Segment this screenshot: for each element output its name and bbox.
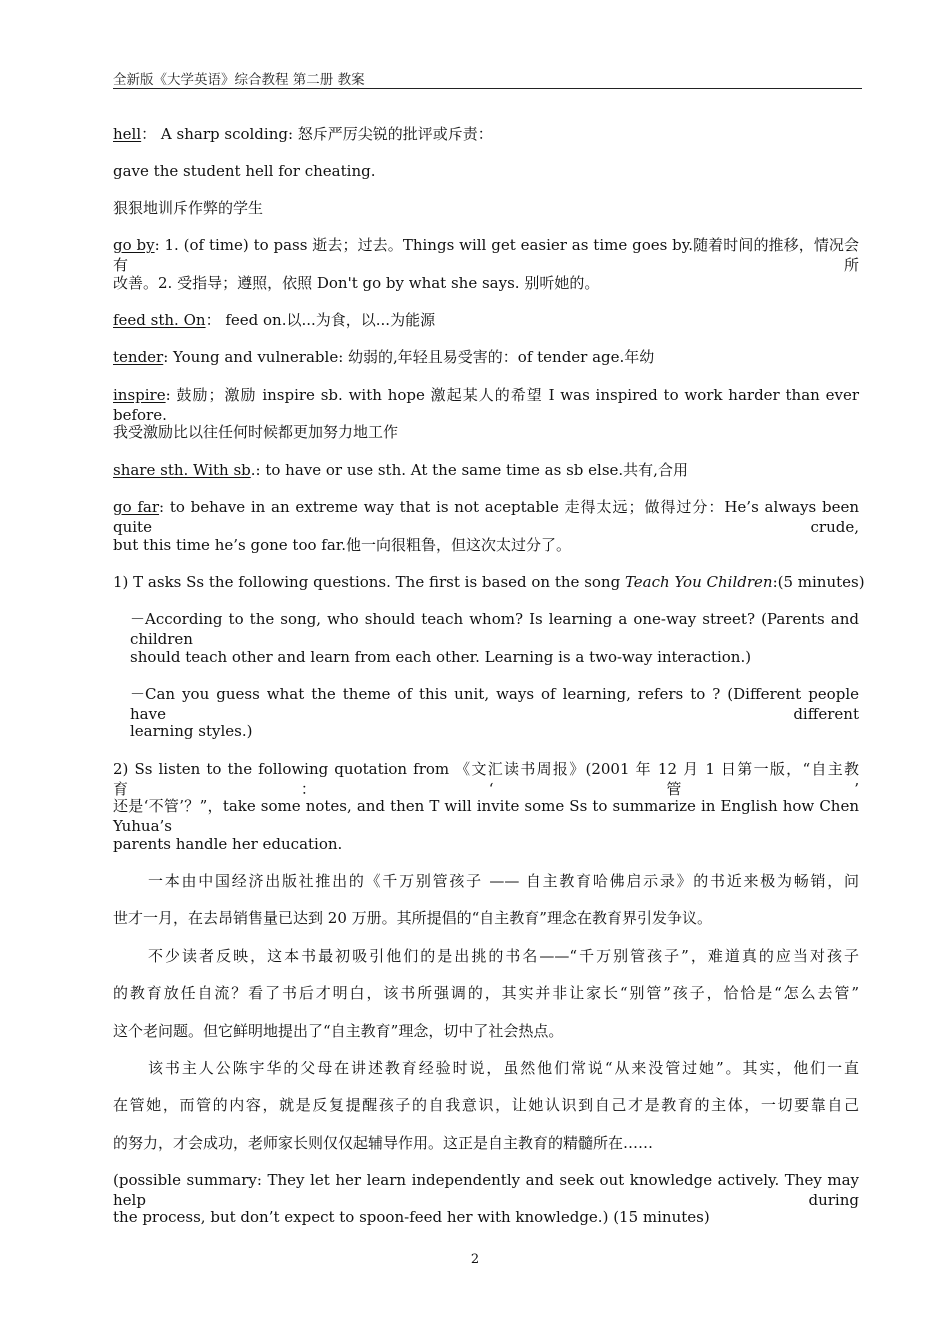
vocab-def: : Young and vulnerable: 幼弱的,年轻且易受害的：of tender age.年幼	[163, 348, 655, 366]
activity-duration: :(5 minutes)	[772, 573, 865, 591]
vocab-inspire	[113, 385, 859, 425]
vocab-def: : 1. (of time) to pass 逝去；过去。Things will get easier as time goes by.随着时间的推移，情况会有所	[113, 236, 859, 274]
example-line: gave the student hell for cheating.	[113, 162, 376, 180]
vocab-feed-on	[113, 310, 859, 330]
vocab-term: inspire	[113, 386, 166, 404]
header-title: 全新版《大学英语》综合教程 第二册 教案	[113, 72, 365, 88]
activity-2-intro-cont: 还是‘不管’？”，take some notes, and then T will invite some Ss to summarize in English how Chen Yuhua’s	[113, 797, 859, 835]
activity-2-intro: 2) Ss listen to the following quotation from 《文汇读书周报》(2001 年 12 月 1 日第一版，“自主教育：‘管’	[113, 760, 859, 798]
page-number: 2	[470, 1252, 480, 1267]
vocab-term: go far	[113, 498, 160, 516]
possible-summary: (possible summary: They let her learn independently and seek out knowledge actively. They may help during	[113, 1171, 859, 1209]
question-2-cont: learning styles.)	[130, 722, 253, 740]
quotation-p2-cont: 的教育放任自流？看了书后才明白，该书所强调的，其实并非让家长“别管”孩子，恰恰是“怎么去管”	[113, 984, 859, 1002]
example-translation: 狠狠地训斥作弊的学生	[113, 199, 264, 217]
vocab-def: : to behave in an extreme way that is not aceptable 走得太远；做得过分：He’s always been quite crude,	[113, 498, 859, 536]
vocab-share-with	[113, 460, 859, 480]
possible-summary-cont: the process, but don’t expect to spoon-feed her with knowledge.) (15 minutes)	[113, 1208, 710, 1226]
question-1: －According to the song, who should teach whom? Is learning a one-way street? (Parents and children	[130, 610, 859, 648]
quotation-p2: 不少读者反映，这本书最初吸引他们的是出挑的书名——“千万别管孩子”，难道真的应当对孩子	[148, 947, 859, 965]
quotation-p3-cont: 在管她，而管的内容，就是反复提醒孩子的自我意识，让她认识到自己才是教育的主体，一切要靠自己	[113, 1096, 859, 1114]
quotation-p1: 一本由中国经济出版社推出的《千万别管孩子 —— 自主教育哈佛启示录》的书近来极为畅销，问	[148, 872, 859, 890]
quotation-p1-cont: 世才一月，在去昂销售量已达到 20 万册。其所提倡的“自主教育”理念在教育界引发争议。	[113, 909, 712, 927]
vocab-term: go by	[113, 236, 155, 254]
vocab-def: A sharp scolding: 怒斥严厉尖锐的批评或斥责：	[156, 125, 493, 143]
activity-2-intro-end: parents handle her education.	[113, 835, 343, 853]
question-1-cont: should teach other and learn from each other. Learning is a two-way interaction.)	[130, 648, 752, 666]
quotation-p3: 该书主人公陈宇华的父母在讲述教育经验时说，虽然他们常说“从来没管过她”。其实，他们一直	[148, 1059, 859, 1077]
quotation-p3-end: 的努力，才会成功，老师家长则仅仅起辅导作用。这正是自主教育的精髓所在……	[113, 1134, 654, 1152]
song-title: Teach You Children	[624, 573, 773, 591]
vocab-tender	[113, 347, 859, 367]
quotation-p2-end: 这个老问题。但它鲜明地提出了“自主教育”理念，切中了社会热点。	[113, 1022, 564, 1040]
vocab-def: : 鼓励；激励 inspire sb. with hope 激起某人的希望 I was inspired to work harder than ever before.	[113, 386, 859, 424]
vocab-term: hell	[113, 125, 142, 143]
vocab-term: feed sth. On	[113, 311, 206, 329]
vocab-def: ： feed on.以...为食，以...为能源	[205, 311, 436, 329]
activity-text: 1) T asks Ss the following questions. The first is based on the song	[113, 573, 625, 591]
vocab-go-by	[113, 235, 859, 275]
vocab-term: tender	[113, 348, 164, 366]
vocab-go-far	[113, 497, 859, 537]
vocab-sep: ：	[141, 125, 157, 143]
activity-1-intro	[113, 572, 865, 592]
vocab-term: share sth. With sb	[113, 461, 251, 479]
vocab-def: .: to have or use sth. At the same time as sb else.共有,合用	[250, 461, 688, 479]
header-rule	[113, 88, 862, 89]
vocab-go-far-cont: but this time he’s gone too far.他一向很粗鲁，但这次太过分了。	[113, 536, 572, 554]
question-2: －Can you guess what the theme of this unit, ways of learning, refers to ? (Different people have different	[130, 685, 859, 723]
vocab-inspire-cont: 我受激励比以往任何时候都更加努力地工作	[113, 423, 399, 441]
vocab-go-by-cont: 改善。2. 受指导；遵照，依照 Don't go by what she says. 别听她的。	[113, 274, 600, 292]
vocab-hell	[113, 124, 859, 144]
